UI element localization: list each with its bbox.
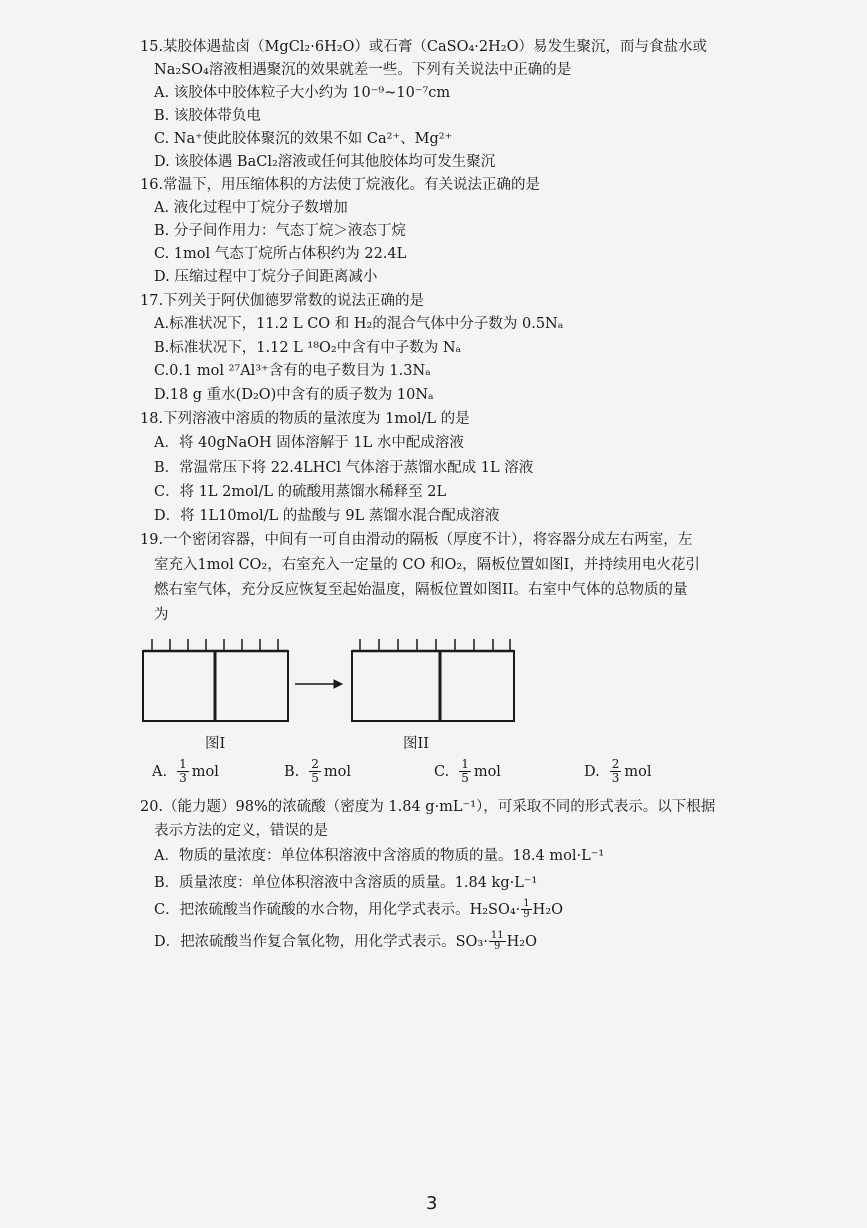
q19-option-c-denominator: 5 bbox=[461, 771, 469, 785]
q20-option-d-text: D．把浓硫酸当作复合氧化物，用化学式表示。SO₃· bbox=[154, 933, 488, 950]
q19-option-c-letter: C. bbox=[434, 763, 450, 780]
q20-option-c-text: C．把浓硫酸当作硫酸的水合物，用化学式表示。H₂SO₄· bbox=[154, 901, 521, 918]
q19-option-b-denominator: 5 bbox=[311, 771, 319, 785]
q19-option-d-denominator: 3 bbox=[611, 771, 620, 785]
q19-option-a-unit: mol bbox=[191, 763, 219, 780]
q19-option-b-letter: B. bbox=[284, 763, 300, 780]
figure-2-ticks bbox=[360, 639, 510, 650]
q16-option-b: B. 分子间作用力：气态丁烷＞液态丁烷 bbox=[154, 223, 406, 239]
q16-option-a: A. 液化过程中丁烷分子数增加 bbox=[154, 200, 348, 216]
q15-option-b: B. 该胶体带负电 bbox=[154, 108, 261, 124]
q19-option-c-unit: mol bbox=[473, 763, 501, 780]
q16-stem: 16.常温下，用压缩体积的方法使丁烷液化。有关说法正确的是 bbox=[140, 177, 541, 193]
q20-option-d-tail: H₂O bbox=[506, 933, 537, 950]
q15-stem-line2: Na₂SO₄溶液相遇聚沉的效果就差一些。下列有关说法中正确的是 bbox=[154, 62, 572, 78]
q17-option-d: D.18 g 重水(D₂O)中含有的质子数为 10Nₐ bbox=[154, 387, 434, 403]
q16-option-c: C. 1mol 气态丁烷所占体积约为 22.4L bbox=[154, 246, 407, 262]
q19-option-b-numerator: 2 bbox=[311, 757, 319, 771]
q16-option-d: D. 压缩过程中丁烷分子间距离减小 bbox=[154, 269, 378, 285]
figure-1-ticks bbox=[152, 639, 278, 650]
figure-2-container bbox=[352, 651, 514, 721]
q18-option-d: D．将 1L10mol/L 的盐酸与 9L 蒸馏水混合配成溶液 bbox=[154, 508, 500, 524]
figure-1-container bbox=[143, 651, 288, 721]
q18-stem: 18.下列溶液中溶质的物质的量浓度为 1mol/L 的是 bbox=[140, 411, 470, 427]
q19-stem-line1: 19.一个密闭容器，中间有一可自由滑动的隔板（厚度不计），将容器分成左右两室，左 bbox=[140, 532, 693, 548]
q20-option-d-denominator: 9 bbox=[494, 941, 501, 952]
q17-option-c: C.0.1 mol ²⁷Al³⁺含有的电子数目为 1.3Nₐ bbox=[154, 363, 431, 379]
q19-option-b-unit: mol bbox=[323, 763, 352, 780]
q20-option-c-tail: H₂O bbox=[532, 901, 564, 918]
q19-option-a bbox=[152, 758, 219, 785]
q20-stem-line1: 20.（能力题）98%的浓硫酸（密度为 1.84 g·mL⁻¹），可采取不同的形式表示。以下根据 bbox=[140, 799, 716, 815]
q19-stem-line2: 室充入1mol CO₂，右室充入一定量的 CO 和O₂，隔板位置如图I，并持续用电火花引 bbox=[154, 557, 700, 573]
arrow bbox=[295, 680, 342, 688]
q17-option-a: A.标准状况下，11.2 L CO 和 H₂的混合气体中分子数为 0.5Nₐ bbox=[154, 316, 564, 332]
q20-option-d-fraction bbox=[489, 931, 506, 952]
q19-option-d-fraction bbox=[610, 758, 622, 785]
q15-option-c: C. Na⁺使此胶体聚沉的效果不如 Ca²⁺、Mg²⁺ bbox=[154, 131, 453, 147]
q19-option-a-letter: A. bbox=[152, 763, 168, 780]
q20-option-c bbox=[154, 899, 563, 920]
q19-option-c-numerator: 1 bbox=[461, 757, 469, 771]
q20-option-c-fraction bbox=[521, 899, 531, 920]
q17-stem: 17.下列关于阿伏伽德罗常数的说法正确的是 bbox=[140, 293, 425, 309]
q19-option-a-denominator: 3 bbox=[179, 771, 187, 785]
q20-option-c-denominator: 9 bbox=[523, 909, 530, 920]
q19-stem-line3: 燃右室气体，充分反应恢复至起始温度，隔板位置如图II。右室中气体的总物质的量 bbox=[154, 582, 688, 598]
q19-option-d bbox=[584, 758, 651, 785]
q19-option-d-numerator: 2 bbox=[611, 757, 620, 771]
q20-stem-line2: 表示方法的定义，错误的是 bbox=[154, 823, 328, 839]
q19-option-b bbox=[284, 758, 351, 785]
q19-option-c-fraction bbox=[459, 758, 471, 785]
q17-option-b: B.标准状况下，1.12 L ¹⁸O₂中含有中子数为 Nₐ bbox=[154, 340, 462, 356]
q19-option-a-numerator: 1 bbox=[179, 757, 187, 771]
figure-1-label: 图I bbox=[205, 736, 226, 752]
q20-option-d bbox=[154, 931, 537, 952]
q19-option-c bbox=[434, 758, 501, 785]
q19-option-a-fraction bbox=[177, 758, 189, 785]
q15-option-a: A. 该胶体中胶体粒子大小约为 10⁻⁹~10⁻⁷cm bbox=[154, 85, 451, 101]
q20-option-a: A．物质的量浓度：单位体积溶液中含溶质的物质的量。18.4 mol·L⁻¹ bbox=[154, 848, 605, 864]
q20-option-d-numerator: 11 bbox=[490, 930, 504, 941]
q15-option-d: D. 该胶体遇 BaCl₂溶液或任何其他胶体均可发生聚沉 bbox=[154, 154, 496, 170]
q19-stem-line4: 为 bbox=[154, 607, 169, 623]
q18-option-c: C．将 1L 2mol/L 的硫酸用蒸馏水稀释至 2L bbox=[154, 484, 447, 500]
page-number: 3 bbox=[426, 1193, 438, 1214]
q19-option-d-unit: mol bbox=[624, 763, 652, 780]
q19-option-d-letter: D. bbox=[584, 763, 600, 780]
q20-option-b: B．质量浓度：单位体积溶液中含溶质的质量。1.84 kg·L⁻¹ bbox=[154, 875, 538, 891]
figure-2-label: 图II bbox=[403, 736, 429, 752]
q18-option-b: B．常温常压下将 22.4LHCl 气体溶于蒸馏水配成 1L 溶液 bbox=[154, 460, 534, 476]
q15-stem-line1: 15.某胶体遇盐卤（MgCl₂·6H₂O）或石膏（CaSO₄·2H₂O）易发生聚沉，而与食盐水或 bbox=[140, 39, 707, 55]
q18-option-a: A．将 40gNaOH 固体溶解于 1L 水中配成溶液 bbox=[154, 435, 464, 451]
q20-option-c-numerator: 1 bbox=[523, 898, 530, 909]
q19-option-b-fraction bbox=[309, 758, 321, 785]
